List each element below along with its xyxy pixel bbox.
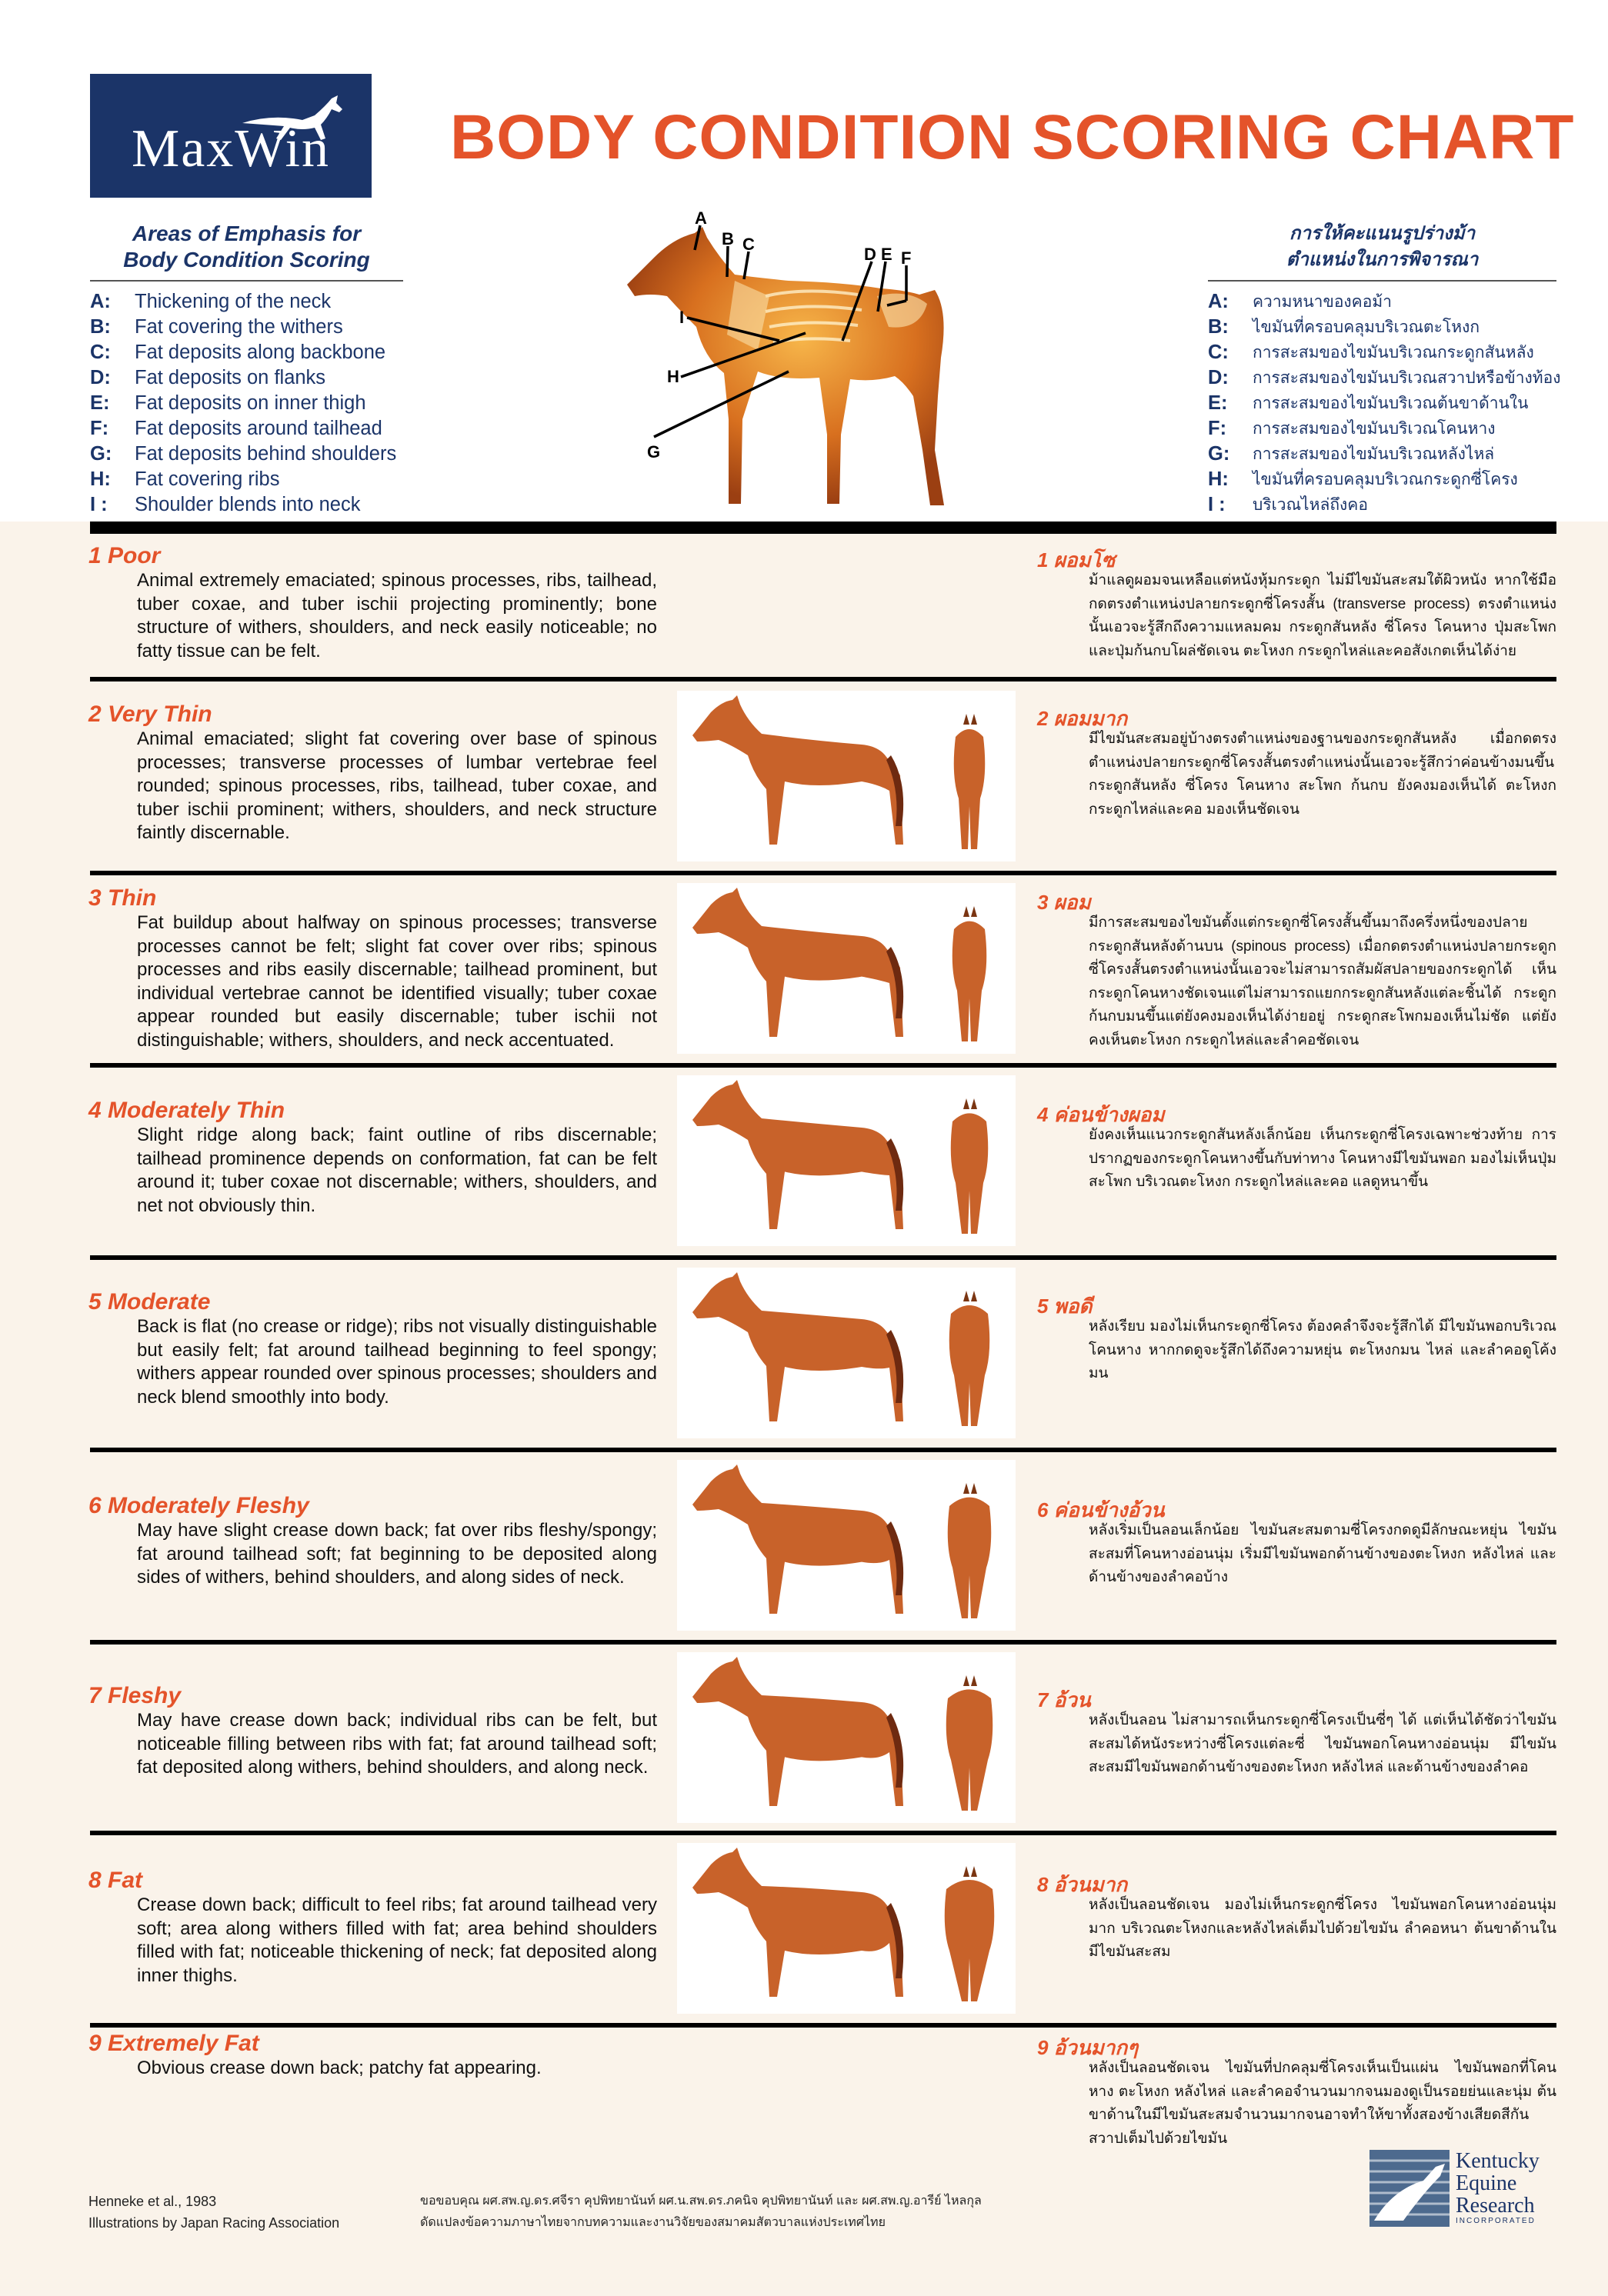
score-9-desc-th: หลังเป็นลอนชัดเจน ไขมันที่ปกคลุมซี่โครงเห็นเป็นแผ่น ไขมันพอกที่โคนหาง ตะโหงก หลังไหล่ และลำคอจำนวนมากจนมองดูเป็นรอยย่นและนุ่ม ต้นขาด้านในมีไขมันสะสมจำนวนมากจนอาจทำให้ขาทั้งสองข้างเสียดสีกัน สวาปเต็มไปด้วยไขมัน <box>1089 2060 1556 2147</box>
score-3-illustration <box>677 883 1016 1054</box>
divider-5 <box>90 1448 1556 1452</box>
area-th-item-b: B: ไขมันที่ครอบคลุมบริเวณตะโหงก <box>1208 316 1480 338</box>
score-8-desc-th: หลังเป็นลอนชัดเจน มองไม่เห็นกระดูกซี่โครง ไขมันพอกโคนหางอ่อนนุ่มมาก บริเวณตะโหงกและหลังไหล่เต็มไปด้วยไขมัน ลำคอหนา ต้นขาด้านในมีไขมันสะสม <box>1089 1897 1556 1960</box>
footer-thanks-line1: ขอขอบคุณ ผศ.สพ.ญ.ดร.ศจีรา คุปพิทยานันท์ ผศ.น.สพ.ดร.ภคนิจ คุปพิทยานันท์ และ ผศ.สพ.ญ.อารีย์ ไหลกุล <box>420 2194 982 2208</box>
diagram-horse-body-icon <box>627 227 944 505</box>
divider-1 <box>90 677 1556 681</box>
score-7-illustration <box>677 1652 1016 1823</box>
diagram-label-b: B <box>722 229 734 248</box>
diagram-label-g: G <box>647 442 661 462</box>
score-3-desc-th: มีการสะสมของไขมันตั้งแต่กระดูกซี่โครงสั้นขึ้นมาถึงครึ่งหนึ่งของปลายกระดูกสันหลังด้านบน (spinous process) เมื่อกดตรงตำแหน่งปลายกระดูกซี่โครงสั้นตรงตำแหน่งนั้นเอวจะไม่สามารถสัมผัสปลายของกระดูกได้ เห็นกระดูกโคนหางชัดเจนแต่ไม่สามารถแยกกระดูกสันหลังแต่ละชิ้นได้ กระดูกก้นกบมนขึ้นแต่ยังคงมองเห็นได้ง่ายอยู่ กระดูกสะโพกมองเห็นไม่ชัด แต่ยังคงเห็นตะโหงก กระดูกไหล่และลำคอชัดเจน <box>1089 915 1556 1048</box>
area-th-item-f: F: การสะสมของไขมันบริเวณโคนหาง <box>1208 418 1496 439</box>
area-th-item-e: E: การสะสมของไขมันบริเวณต้นขาด้านใน <box>1208 392 1529 414</box>
footer-reference <box>88 2191 339 2234</box>
divider-4 <box>90 1255 1556 1260</box>
score-6-side-view-icon <box>692 1465 903 1614</box>
score-7-ears-icon <box>963 1675 977 1686</box>
divider-6 <box>90 1640 1556 1645</box>
areas-list-en <box>90 289 396 518</box>
score-4-rear-view-icon <box>951 1113 989 1234</box>
footer-ref-line1: Henneke et al., 1983 <box>88 2194 217 2209</box>
score-6-title: 6 Moderately Fleshy <box>88 1493 309 1518</box>
divider-2 <box>90 871 1556 875</box>
areas-heading-th-line1: การให้คะแนนรูปร่างม้า <box>1289 223 1476 244</box>
score-8-ears-icon <box>963 1866 977 1877</box>
score-7-title: 7 Fleshy <box>88 1683 182 1708</box>
score-7-rear-view-icon <box>946 1689 993 1811</box>
top-divider <box>90 522 1556 534</box>
area-th-item-c: C: การสะสมของไขมันบริเวณกระดูกสันหลัง <box>1208 342 1534 363</box>
score-1-desc: Animal extremely emaciated; spinous processes, ribs, tailhead, tuber coxae, and tuber ischii projecting prominently; bone structure of withers, shoulders, and neck easily noticeable; no fatty tissue can be felt. <box>137 570 657 661</box>
score-7-side-view-icon <box>692 1657 903 1806</box>
score-1-title: 1 Poor <box>88 543 161 568</box>
area-item-c: C: Fat deposits along backbone <box>90 342 386 363</box>
ker-line3: Research <box>1456 2194 1535 2218</box>
score-2-desc: Animal emaciated; slight fat covering over base of spinous processes; transverse processes of lumbar vertebrae feel rounded; spinous processes, ribs, tailhead, tuber coxae, and tuber ischii prominent; withers, shoulders, and neck structure faintly discernable. <box>137 728 657 843</box>
diagram-label-i: I <box>679 308 685 327</box>
score-3-title-th: 3 ผอม <box>1037 891 1091 914</box>
score-9-title: 9 Extremely Fat <box>88 2031 259 2056</box>
score-8-desc: Crease down back; difficult to feel ribs; fat around tailhead very soft; area along withers filled with fat; area behind shoulders filled with fat; noticeable thickening of neck; fat deposited along inner thighs. <box>137 1894 657 1986</box>
score-4-desc: Slight ridge along back; faint outline of ribs discernable; tailhead prominence depends on conformation, fat can be felt around it; tuber coxae not discernable; withers, shoulders, and net not obviously thin. <box>137 1125 657 1216</box>
score-5-horse-figure <box>677 1268 1016 1438</box>
score-2-side-view-icon <box>692 695 903 845</box>
score-2-desc-th: มีไขมันสะสมอยู่บ้างตรงตำแหน่งของฐานของกระดูกสันหลัง เมื่อกดตรงตำแหน่งปลายกระดูกซี่โครงสั้นตรงตำแหน่งนั้นเอวจะรู้สึกว่าค่อนข้างมนขึ้น กระดูกสันหลัง ซี่โครง โคนหาง สะโพก ก้นกบ ยังคงมองเห็นได้ ตะโหงก กระดูกไหล่และคอ มองเห็นชัดเจน <box>1089 731 1556 818</box>
score-3-title: 3 Thin <box>88 885 157 911</box>
score-7-desc-th: หลังเป็นลอน ไม่สามารถเห็นกระดูกซี่โครงเป็นซี่ๆ ได้ แต่เห็นได้ชัดว่าไขมันสะสมได้หนังระหว่างซี่โครงแต่ละซี่ ไขมันพอกโคนหางอ่อนนุ่ม มีไขมันสะสมมีไขมันพอกด้านข้างของตะโหงก หลังไหล่ และด้านข้างของลำคอ <box>1089 1712 1556 1775</box>
divider-7 <box>90 1831 1556 1835</box>
score-9-desc: Obvious crease down back; patchy fat appearing. <box>137 2058 542 2078</box>
footer-ref-line2: Illustrations by Japan Racing Association <box>88 2215 340 2231</box>
score-4-title-th: 4 ค่อนข้างผอม <box>1037 1103 1165 1126</box>
diagram-label-d: D <box>864 245 876 264</box>
score-2-ears-icon <box>963 714 977 725</box>
diagram-label-h: H <box>667 367 679 386</box>
score-2-rear-view-icon <box>954 729 986 849</box>
area-item-i: I : Shoulder blends into neck <box>90 494 361 515</box>
diagram-label-f: F <box>901 248 912 268</box>
horse-anatomy-diagram <box>612 204 1012 527</box>
areas-rule-th <box>1208 280 1556 282</box>
score-7-title-th: 7 อ้วน <box>1037 1688 1091 1711</box>
score-8-title-th: 8 อ้วนมาก <box>1037 1873 1128 1896</box>
areas-heading-en-line1: Areas of Emphasis for <box>132 222 362 245</box>
score-2-title-th: 2 ผอมมาก <box>1037 707 1128 730</box>
area-item-a: A: Thickening of the neck <box>90 291 332 312</box>
score-1-desc-th: ม้าแลดูผอมจนเหลือแต่หนังหุ้มกระดูก ไม่มีไขมันสะสมใต้ผิวหนัง หากใช้มือกดตรงตำแหน่งปลายกระดูกซี่โครงสั้น (transverse process) ตรงตำแหน่งนั้นเอวจะรู้สึกถึงความแหลมคม กระดูกสันหลัง ซี่โครง โคนหาง ปุ่มสะโพก และปุ่มก้นกบโผล่ชัดเจน ตะโหงก กระดูกไหล่และคอสังเกตเห็นได้ง่าย <box>1089 572 1556 659</box>
divider-8 <box>90 2023 1556 2028</box>
score-5-side-view-icon <box>692 1272 903 1421</box>
score-2-horse-figure <box>677 691 1016 861</box>
footer-thanks <box>420 2191 982 2234</box>
diagram-label-c: C <box>742 235 755 254</box>
score-7-horse-figure <box>677 1652 1016 1823</box>
ker-emblem-icon <box>1369 2150 1450 2227</box>
score-6-ears-icon <box>963 1483 977 1494</box>
score-4-illustration <box>677 1075 1016 1246</box>
areas-heading-en-line2: Body Condition Scoring <box>123 248 370 272</box>
score-6-desc: May have slight crease down back; fat over ribs fleshy/spongy; fat around tailhead soft; fat beginning to be deposited along sides of withers, behind shoulders, and along sides of neck. <box>137 1520 657 1588</box>
score-5-desc-th: หลังเรียบ มองไม่เห็นกระดูกซี่โครง ต้องคลำจึงจะรู้สึกได้ มีไขมันพอกบริเวณโคนหาง หากกดดูจะรู้สึกได้ถึงความหยุ่น ตะโหงกมน ไหล่ และลำคอดูโค้งมน <box>1089 1318 1556 1381</box>
score-8-side-view-icon <box>692 1848 903 1997</box>
ker-line2: Equine <box>1456 2171 1517 2195</box>
diagram-label-a: A <box>695 208 707 228</box>
area-item-b: B: Fat covering the withers <box>90 316 343 338</box>
score-8-title: 8 Fat <box>88 1868 143 1893</box>
area-th-item-a: A: ความหนาของคอม้า <box>1208 291 1392 312</box>
score-3-side-view-icon <box>692 888 903 1037</box>
ker-line4: INCORPORATED <box>1456 2217 1536 2225</box>
score-4-side-view-icon <box>692 1080 903 1229</box>
score-7-desc: May have crease down back; individual ribs can be felt, but noticeable filling between ribs with fat; fat around tailhead soft; fat deposited along withers, behind shoulders, and along neck. <box>137 1710 657 1778</box>
score-3-desc: Fat buildup about halfway on spinous processes; transverse processes cannot be felt; slight fat cover over ribs; spinous processes and ribs easily discernable; tailhead prominent, but individual vertebrae cannot be identified visually; tuber coxae appear rounded but easily discernable; tuber ischii not distinguishable; withers, shoulders, and neck accentuated. <box>137 912 657 1051</box>
areas-heading-th <box>1208 221 1556 273</box>
score-5-ears-icon <box>963 1291 977 1301</box>
area-item-f: F: Fat deposits around tailhead <box>90 418 382 439</box>
score-4-horse-figure <box>677 1075 1016 1246</box>
score-4-title: 4 Moderately Thin <box>88 1098 285 1123</box>
area-item-d: D: Fat deposits on flanks <box>90 367 326 388</box>
score-9-title-th: 9 อ้วนมากๆ <box>1037 2036 1139 2059</box>
diagram-label-e: E <box>881 245 892 264</box>
score-8-rear-view-icon <box>945 1880 995 2001</box>
ker-line1: Kentucky <box>1456 2149 1540 2173</box>
score-5-desc: Back is flat (no crease or ridge); ribs not visually distinguishable but easily felt; fat around tailhead beginning to feel spongy; withers appear rounded over spinous processes; shoulders and neck blend smoothly into body. <box>137 1316 657 1408</box>
score-2-illustration <box>677 691 1016 861</box>
page-title: BODY CONDITION SCORING CHART <box>450 102 1575 172</box>
areas-rule-en <box>90 280 403 282</box>
area-item-g: G: Fat deposits behind shoulders <box>90 443 397 465</box>
score-3-ears-icon <box>963 906 977 917</box>
area-th-item-i: I : บริเวณไหล่ถึงคอ <box>1208 494 1368 515</box>
score-6-desc-th: หลังเริ่มเป็นลอนเล็กน้อย ไขมันสะสมตามซี่โครงกดดูมีลักษณะหยุ่น ไขมันสะสมที่โคนหางอ่อนนุ่ม เริ่มมีไขมันพอกด้านข้างของตะโหงก หลังไหล่ และด้านข้างของลำคอบ้าง <box>1089 1522 1556 1585</box>
score-2-title: 2 Very Thin <box>88 701 212 727</box>
logo-text: MaxWin <box>131 119 331 178</box>
area-item-e: E: Fat deposits on inner thigh <box>90 392 366 414</box>
score-1-title-th: 1 ผอมโซ <box>1037 548 1116 572</box>
area-th-item-h: H: ไขมันที่ครอบคลุมบริเวณกระดูกซี่โครง <box>1208 468 1518 490</box>
score-8-illustration <box>677 1843 1016 2014</box>
score-3-rear-view-icon <box>952 921 987 1041</box>
score-6-horse-figure <box>677 1460 1016 1631</box>
score-6-title-th: 6 ค่อนข้างอ้วน <box>1037 1498 1165 1521</box>
score-3-horse-figure <box>677 883 1016 1054</box>
score-5-rear-view-icon <box>949 1305 990 1426</box>
score-5-illustration <box>677 1268 1016 1438</box>
score-5-title: 5 Moderate <box>88 1289 211 1315</box>
ker-wordmark <box>1456 2150 1540 2226</box>
areas-heading-en <box>90 221 403 273</box>
score-4-desc-th: ยังคงเห็นแนวกระดูกสันหลังเล็กน้อย เห็นกระดูกซี่โครงเฉพาะช่วงท้าย การปรากฏของกระดูกโคนหางขึ้นกับท่าทาง โคนหางมีไขมันพอก มองไม่เห็นปุ่มสะโพก บริเวณตะโหงก กระดูกไหล่และคอ แลดูหนาขึ้น <box>1089 1127 1556 1190</box>
score-8-horse-figure <box>677 1843 1016 2014</box>
areas-heading-th-line2: ตำแหน่งในการพิจารณา <box>1286 249 1479 270</box>
area-item-h: H: Fat covering ribs <box>90 468 280 490</box>
score-6-illustration <box>677 1460 1016 1631</box>
area-th-item-g: G: การสะสมของไขมันบริเวณหลังไหล่ <box>1208 443 1495 465</box>
score-4-ears-icon <box>963 1098 977 1109</box>
score-5-title-th: 5 พอดี <box>1037 1295 1093 1318</box>
score-6-rear-view-icon <box>948 1498 992 1618</box>
maxwin-logo <box>90 74 372 198</box>
areas-list-th <box>1208 289 1561 518</box>
area-th-item-d: D: การสะสมของไขมันบริเวณสวาปหรือข้างท้อง <box>1208 367 1561 388</box>
divider-3 <box>90 1063 1556 1068</box>
footer-thanks-line2: ดัดแปลงข้อความภาษาไทยจากบทความและงานวิจัยของสมาคมสัตวบาลแห่งประเทศไทย <box>420 2216 886 2229</box>
ker-logo <box>1369 2150 1559 2227</box>
